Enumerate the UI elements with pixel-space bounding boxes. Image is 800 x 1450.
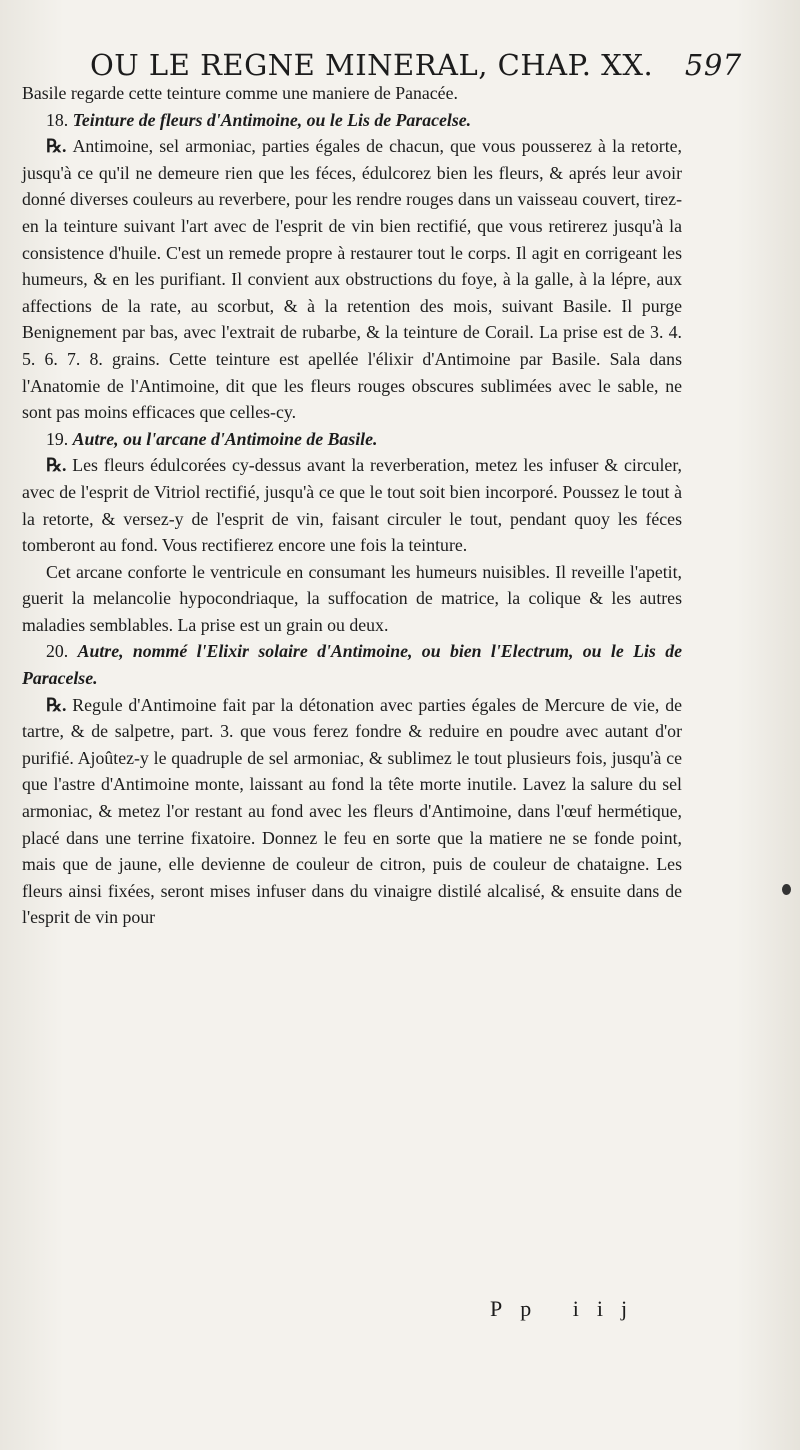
running-header xyxy=(90,48,742,82)
paragraph xyxy=(22,559,682,639)
paragraph-text: Autre, ou l'arcane d'Antimoine de Basile. xyxy=(72,428,378,449)
section-heading xyxy=(22,426,682,453)
page-number: 597 xyxy=(684,48,742,82)
paragraph-text: Cet arcane conforte le ventricule en consumant les humeurs nuisibles. Il reveille l'apetit, guerit la melancolie hypocondriaque, la suffocation de matrice, la colique & les autres maladies semblables. La prise est un grain ou deux. xyxy=(22,561,682,635)
section-heading xyxy=(22,638,682,691)
paragraph-text: Teinture de fleurs d'Antimoine, ou le Lis de Paracelse. xyxy=(72,109,472,130)
running-title: OU LE REGNE MINERAL, CHAP. XX. xyxy=(90,48,654,82)
paragraph-text: Antimoine, sel armoniac, parties égales de chacun, que vous pousserez à la retorte, jusqu'à ce qu'il ne demeure rien que les féces, édulcorez bien les fleurs, & aprés leur avoir donné diverses couleurs au reverbere, pour les rendre rouges dans un vaisseau couvert, tirez-en la teinture suivant l'art avec de l'esprit de vin bien rectifié, que vous retirerez jusqu'à la consistence d'huile. C'est un remede propre à restaurer tout le corps. Il agit en corrigeant les humeurs, & en les purifiant. Il convient aux obstructions du foye, à la galle, à la lépre, aux affections de la rate, au scorbut, & à la retention des mois, suivant Basile. Il purge Benignement par bas, avec l'extrait de rubarbe, & la teinture de Corail. La prise est de 3. 4. 5. 6. 7. 8. grains. Cette teinture est apellée l'élixir d'Antimoine par Basile. Sala dans l'Anatomie de l'Antimoine, dit que les fleurs rouges obscures sublimées avec le sable, ne sont pas moins efficaces que celles-cy. xyxy=(22,136,682,423)
paragraph-text: Les fleurs édulcorées cy-dessus avant la reverberation, metez les infuser & circuler, avec de l'esprit de Vitriol rectifié, jusqu'à ce que le tout soit bien incorporé. Poussez le tout à la retorte, & versez-y de l'esprit de vin, faisant circuler le tout, pendant quoy les féces tomberont au fond. Vous rectifierez encore une fois la teinture. xyxy=(22,455,682,556)
paragraph xyxy=(22,133,682,426)
paragraph xyxy=(22,452,682,558)
recipe-symbol: ℞. xyxy=(46,136,73,157)
paragraph-text: Basile regarde cette teinture comme une maniere de Panacée. xyxy=(22,83,458,103)
recipe-symbol: ℞. xyxy=(46,694,73,715)
signature-mark: Pp iij xyxy=(490,1296,646,1321)
section-number: 19. xyxy=(46,428,73,449)
paragraph xyxy=(22,692,682,931)
paragraph-text: Regule d'Antimoine fait par la détonation avec parties égales de Mercure de vie, de tartre, & de salpetre, part. 3. que vous ferez fondre & reduire en poudre avec autant d'or purifié. Ajoûtez-y le quadruple de sel armoniac, & sublimez le tout plusieurs fois, jusqu'à ce que l'astre d'Antimoine monte, laissant au fond la tête morte inutile. Lavez la salure du sel armoniac, & metez l'or restant au fond avec les fleurs d'Antimoine, dans l'œuf hermétique, placé dans une terrine fixatoire. Donnez le feu en sorte que la matiere ne se fonde point, mais que de jaune, elle devienne de couleur de citron, puis de couleur de chataigne. Les fleurs ainsi fixées, seront mises infuser dans du vinaigre distilé alcalisé, & ensuite dans de l'esprit de vin pour xyxy=(22,694,682,928)
paragraph xyxy=(22,80,682,107)
paragraph-text: Autre, nommé l'Elixir solaire d'Antimoine, ou bien l'Electrum, ou le Lis de Paracelse. xyxy=(22,641,682,689)
body-text xyxy=(22,80,682,931)
section-number: 18. xyxy=(46,109,73,130)
section-number: 20. xyxy=(46,641,78,662)
section-heading xyxy=(22,107,682,134)
recipe-symbol: ℞. xyxy=(46,455,73,476)
ink-spot xyxy=(782,884,791,895)
